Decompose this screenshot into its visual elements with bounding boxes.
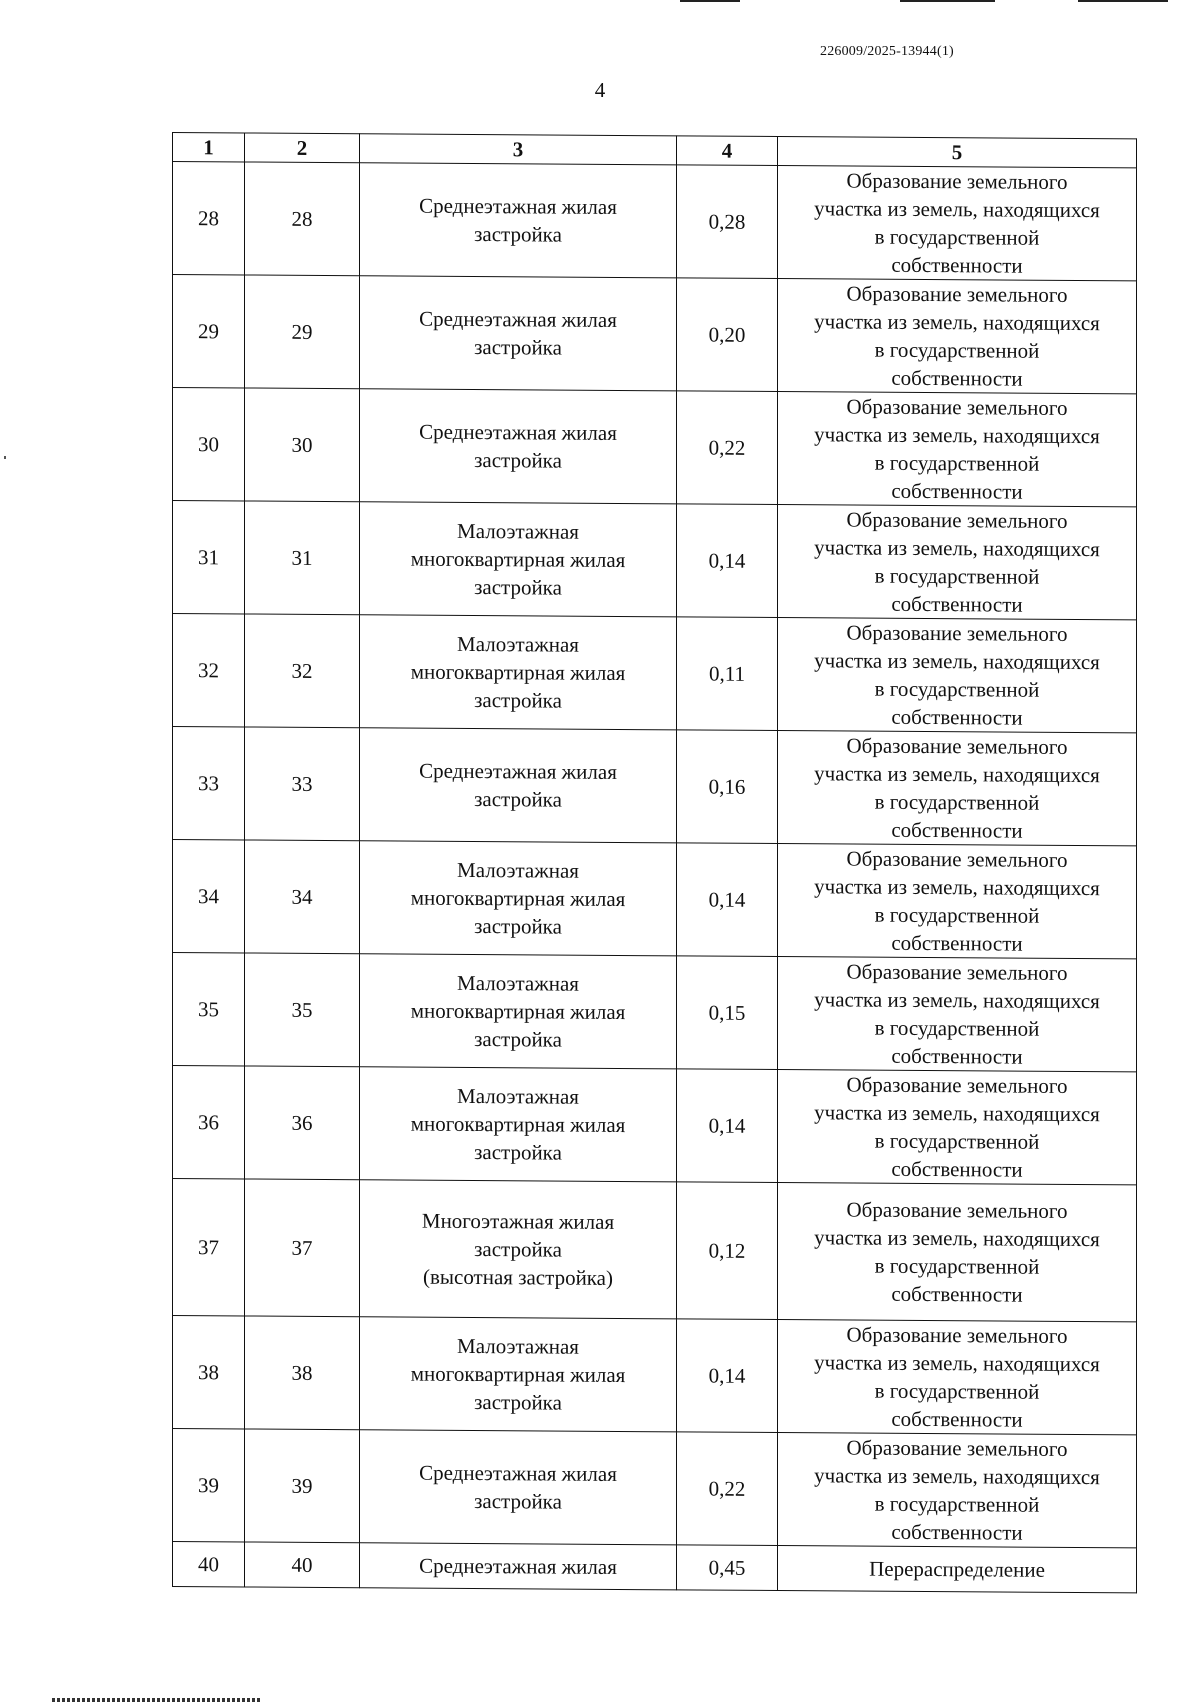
- cell-permitted-use: Среднеэтажная жилая застройка: [360, 389, 677, 504]
- cell-plot-number: 31: [245, 501, 360, 615]
- cell-plot-number: 34: [245, 840, 360, 954]
- cell-formation-method: Образование земельного участка из земель, находящихся в государственной собственности: [778, 1320, 1137, 1435]
- cell-formation-method: Образование земельного участка из земель, находящихся в государственной собственности: [778, 166, 1137, 281]
- table-row: [173, 1542, 1137, 1593]
- cell-number: 29: [173, 275, 245, 388]
- cell-area: 0,22: [677, 1432, 778, 1546]
- table-row: [173, 275, 1137, 394]
- table-row: [173, 953, 1137, 1072]
- cell-permitted-use: Многоэтажная жилая застройка (высотная застройка): [360, 1180, 677, 1319]
- cell-plot-number: 40: [245, 1542, 360, 1588]
- table-row: [173, 388, 1137, 507]
- table-row: [173, 840, 1137, 959]
- cell-number: 32: [173, 614, 245, 727]
- cell-area: 0,11: [677, 617, 778, 731]
- cell-formation-method: Образование земельного участка из земель, находящихся в государственной собственности: [778, 1183, 1137, 1322]
- cell-plot-number: 30: [245, 388, 360, 502]
- cell-number: 28: [173, 162, 245, 275]
- cell-plot-number: 36: [245, 1066, 360, 1180]
- table-row: [173, 501, 1137, 620]
- cell-permitted-use: Малоэтажная многоквартирная жилая застройка: [360, 615, 677, 730]
- cell-formation-method: Образование земельного участка из земель, находящихся в государственной собственности: [778, 618, 1137, 733]
- cell-area: 0,16: [677, 730, 778, 844]
- cell-permitted-use: Среднеэтажная жилая застройка: [360, 728, 677, 843]
- cell-number: 40: [173, 1542, 245, 1587]
- table-container: [172, 132, 1136, 1587]
- cell-area: 0,12: [677, 1182, 778, 1320]
- land-plots-table: [172, 132, 1137, 1593]
- cell-number: 36: [173, 1066, 245, 1179]
- cell-area: 0,20: [677, 278, 778, 392]
- cell-permitted-use: Среднеэтажная жилая: [360, 1543, 677, 1590]
- table-row: [173, 162, 1137, 281]
- table-row: [173, 1316, 1137, 1435]
- cell-formation-method: Образование земельного участка из земель, находящихся в государственной собственности: [778, 1433, 1137, 1548]
- cell-permitted-use: Малоэтажная многоквартирная жилая застройка: [360, 1067, 677, 1182]
- cell-number: 30: [173, 388, 245, 501]
- cell-permitted-use: Малоэтажная многоквартирная жилая застройка: [360, 502, 677, 617]
- cell-area: 0,15: [677, 956, 778, 1070]
- cell-formation-method: Образование земельного участка из земель, находящихся в государственной собственности: [778, 844, 1137, 959]
- table-row: [173, 614, 1137, 733]
- cell-plot-number: 38: [245, 1316, 360, 1430]
- column-header-2: 2: [245, 133, 360, 163]
- cell-formation-method: Образование земельного участка из земель, находящихся в государственной собственности: [778, 1070, 1137, 1185]
- cell-number: 35: [173, 953, 245, 1066]
- cell-formation-method: Образование земельного участка из земель, находящихся в государственной собственности: [778, 279, 1137, 394]
- bottom-scan-mark: [52, 1698, 262, 1702]
- cell-number: 34: [173, 840, 245, 953]
- cell-plot-number: 29: [245, 275, 360, 389]
- scan-speck: [4, 456, 6, 459]
- cell-plot-number: 39: [245, 1429, 360, 1543]
- cell-area: 0,14: [677, 504, 778, 618]
- cell-formation-method: Образование земельного участка из земель, находящихся в государственной собственности: [778, 731, 1137, 846]
- table-row: [173, 1179, 1137, 1322]
- cell-permitted-use: Малоэтажная многоквартирная жилая застройка: [360, 1317, 677, 1432]
- cell-number: 39: [173, 1429, 245, 1542]
- cell-permitted-use: Среднеэтажная жилая застройка: [360, 276, 677, 391]
- document-number: 226009/2025-13944(1): [820, 44, 954, 59]
- top-scan-mark-left: [680, 0, 740, 2]
- column-header-3: 3: [360, 134, 677, 165]
- cell-permitted-use: Среднеэтажная жилая застройка: [360, 1430, 677, 1545]
- top-scan-mark-right: [1078, 0, 1168, 2]
- page-number: 4: [594, 78, 606, 102]
- cell-area: 0,14: [677, 843, 778, 957]
- table-row: [173, 1429, 1137, 1548]
- cell-number: 37: [173, 1179, 245, 1316]
- cell-permitted-use: Среднеэтажная жилая застройка: [360, 163, 677, 278]
- cell-formation-method: Образование земельного участка из земель, находящихся в государственной собственности: [778, 957, 1137, 1072]
- table-row: [173, 1066, 1137, 1185]
- column-header-5: 5: [778, 137, 1137, 168]
- cell-area: 0,14: [677, 1069, 778, 1183]
- cell-area: 0,28: [677, 165, 778, 279]
- column-header-4: 4: [677, 136, 778, 166]
- cell-permitted-use: Малоэтажная многоквартирная жилая застройка: [360, 841, 677, 956]
- top-scan-mark-middle: [900, 0, 995, 2]
- cell-plot-number: 32: [245, 614, 360, 728]
- cell-formation-method: Перераспределение: [778, 1546, 1137, 1593]
- table-row: [173, 727, 1137, 846]
- cell-plot-number: 33: [245, 727, 360, 841]
- cell-plot-number: 35: [245, 953, 360, 1067]
- cell-number: 31: [173, 501, 245, 614]
- cell-area: 0,22: [677, 391, 778, 505]
- cell-number: 38: [173, 1316, 245, 1429]
- cell-number: 33: [173, 727, 245, 840]
- cell-area: 0,14: [677, 1319, 778, 1433]
- cell-plot-number: 37: [245, 1179, 360, 1317]
- cell-formation-method: Образование земельного участка из земель, находящихся в государственной собственности: [778, 505, 1137, 620]
- column-header-1: 1: [173, 133, 245, 162]
- cell-permitted-use: Малоэтажная многоквартирная жилая застройка: [360, 954, 677, 1069]
- cell-plot-number: 28: [245, 162, 360, 276]
- cell-formation-method: Образование земельного участка из земель, находящихся в государственной собственности: [778, 392, 1137, 507]
- cell-area: 0,45: [677, 1545, 778, 1591]
